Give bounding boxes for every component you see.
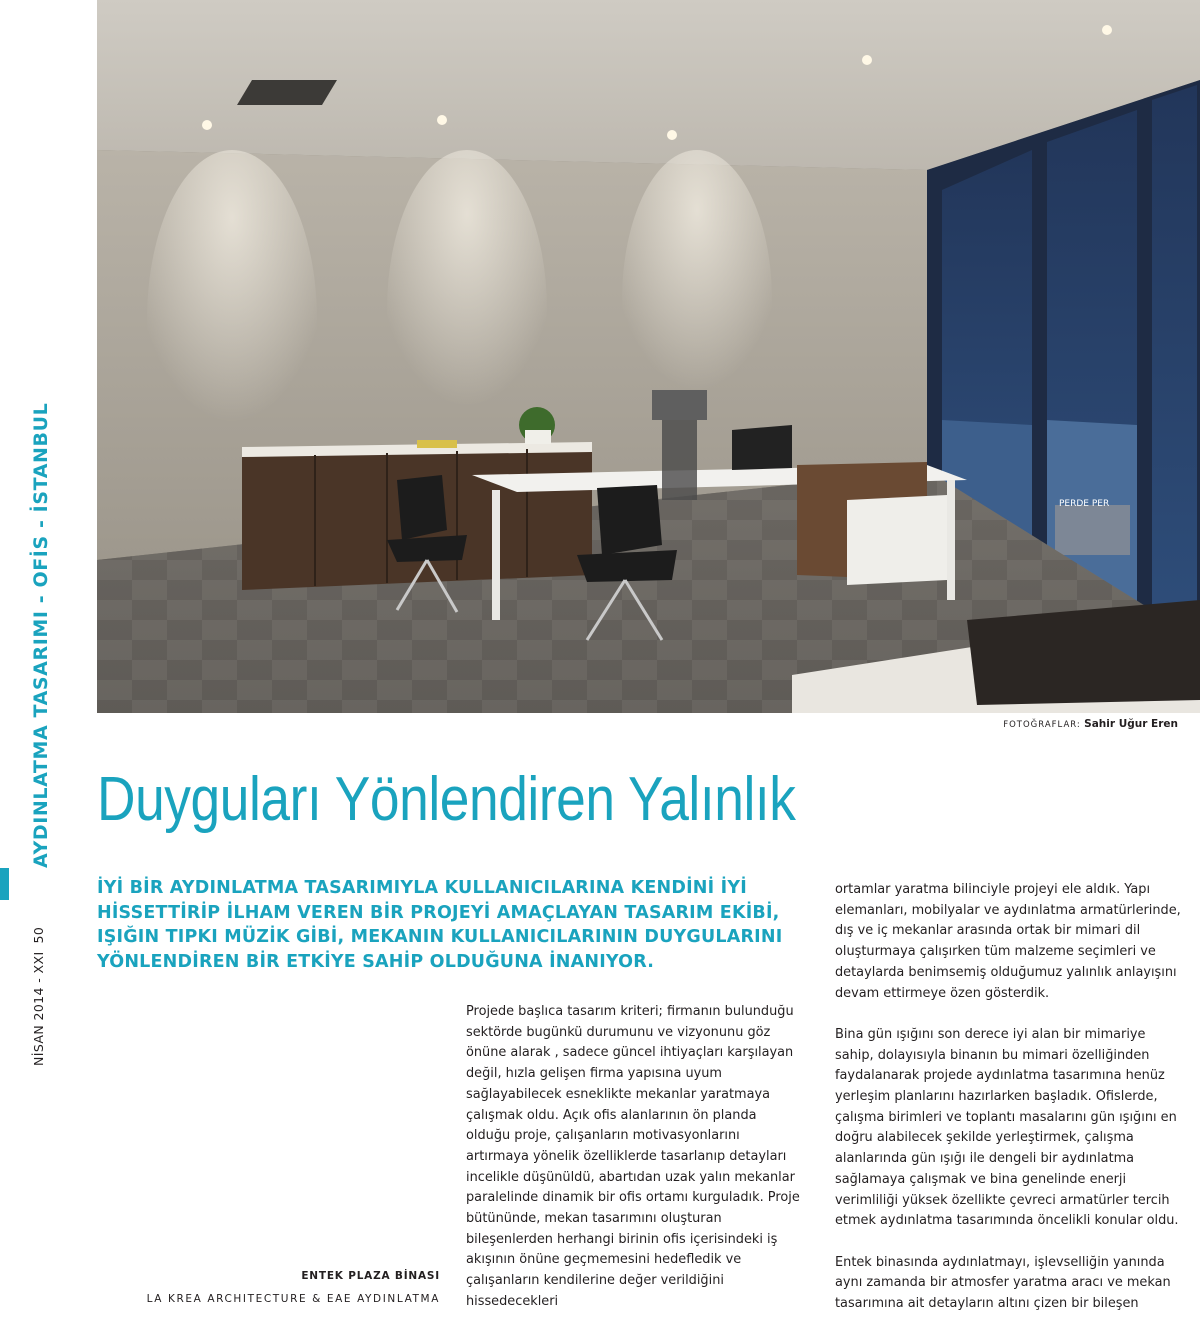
article-lead: İYİ BİR AYDINLATMA TASARIMIYLA KULLANICILARINA KENDİNİ İYİ HİSSETTİRİP İLHAM VEREN BİR PROJEYİ AMAÇLAYAN TASARIM EKİBİ, IŞIĞIN TIPKI MÜZİK GİBİ, MEKANIN KULLANICILARININ DUYGULARINI YÖNLENDİREN BİR ETKİYE SAHİP OLDUĞUNA İNANIYOR. [97,878,783,972]
body-paragraph: Entek binasında aydınlatmayı, işlevselliğin yanında aynı zamanda bir atmosfer yaratma aracı ve mekan tasarımına ait detayların altını çizen bir bileşen [835,1254,1171,1312]
credit-name: Sahir Uğur Eren [1084,718,1178,730]
body-column-middle [466,1002,800,1333]
section-label: AYDINLATMA TASARIMI - OFİS - İSTANBUL [30,402,52,868]
body-column-right [835,880,1185,1335]
photo-credit [1003,718,1178,730]
article-title: Duyguları Yönlendiren Yalınlık [97,765,796,834]
office-photo [97,0,1200,713]
issue-date: NİSAN 2014 - XXI [31,951,46,1066]
spine-accent-bar [0,868,9,900]
issue-info [31,927,46,1066]
body-paragraph: Bina gün ışığını son derece iyi alan bir mimariye sahip, dolayısıyla binanın bu mimari özelliğinden faydalanarak projede aydınlatma tasarımına henüz yerleşim planlarını hazırlarken başladık. Ofislerde, çalışma birimleri ve toplantı masalarını gün ışığını en doğru alabilecek şekilde yerleştirmek, çalışma alanlarında gün ışığı ile dengeli bir aydınlatma sağlamaya çalışmak ve bina genelinde enerji verimliliği yüksek özellikte çevreci armatürler tercih etmek aydınlatma tasarımında öncelikli konular oldu. [835,1026,1179,1229]
window-signage: PERDE PER [1059,499,1110,509]
credit-label: FOTOĞRAFLAR: [1003,720,1081,730]
project-credits: LA KREA ARCHITECTURE & EAE AYDINLATMA [146,1293,440,1305]
project-name: ENTEK PLAZA BİNASI [301,1270,440,1282]
page-number: 50 [31,926,46,944]
body-paragraph: Projede başlıca tasarım kriteri; firmanın bulunduğu sektörde bugünkü durumunu ve vizyonunu göz önüne alarak , sadece güncel ihtiyaçları karşılayan değil, hızla gelişen firma yapısına uyum sağlayabilecek esneklikte mekanlar yaratmaya çalışmak oldu. Açık ofis alanlarının ön planda olduğu proje, çalışanların motivasyonlarını artırmaya yönelik özelliklerde tasarlanıp detayları incelikle düşünüldü, abartıdan uzak yalın mekanlar paralelinde dinamik bir ofis ortamı kurguladık. Proje bütününde, mekan tasarımını oluşturan bileşenlerden herhangi birinin ofis içerisindeki iş akışının önüne geçmemesini hedefledik ve çalışanların kendilerine değer verildiğini hissedecekleri [466,1004,800,1309]
body-paragraph: ortamlar yaratma bilinciyle projeyi ele aldık. Yapı elemanları, mobilyalar ve aydınlatma armatürlerinde, dış ve iç mekanlar arasında ortak bir mimari dil oluşturmaya çalışırken tüm malzeme seçimleri ve detaylarda benimsemiş olduğumuz yalınlık anlayışını devam ettirmeye özen gösterdik. [835,882,1181,1001]
